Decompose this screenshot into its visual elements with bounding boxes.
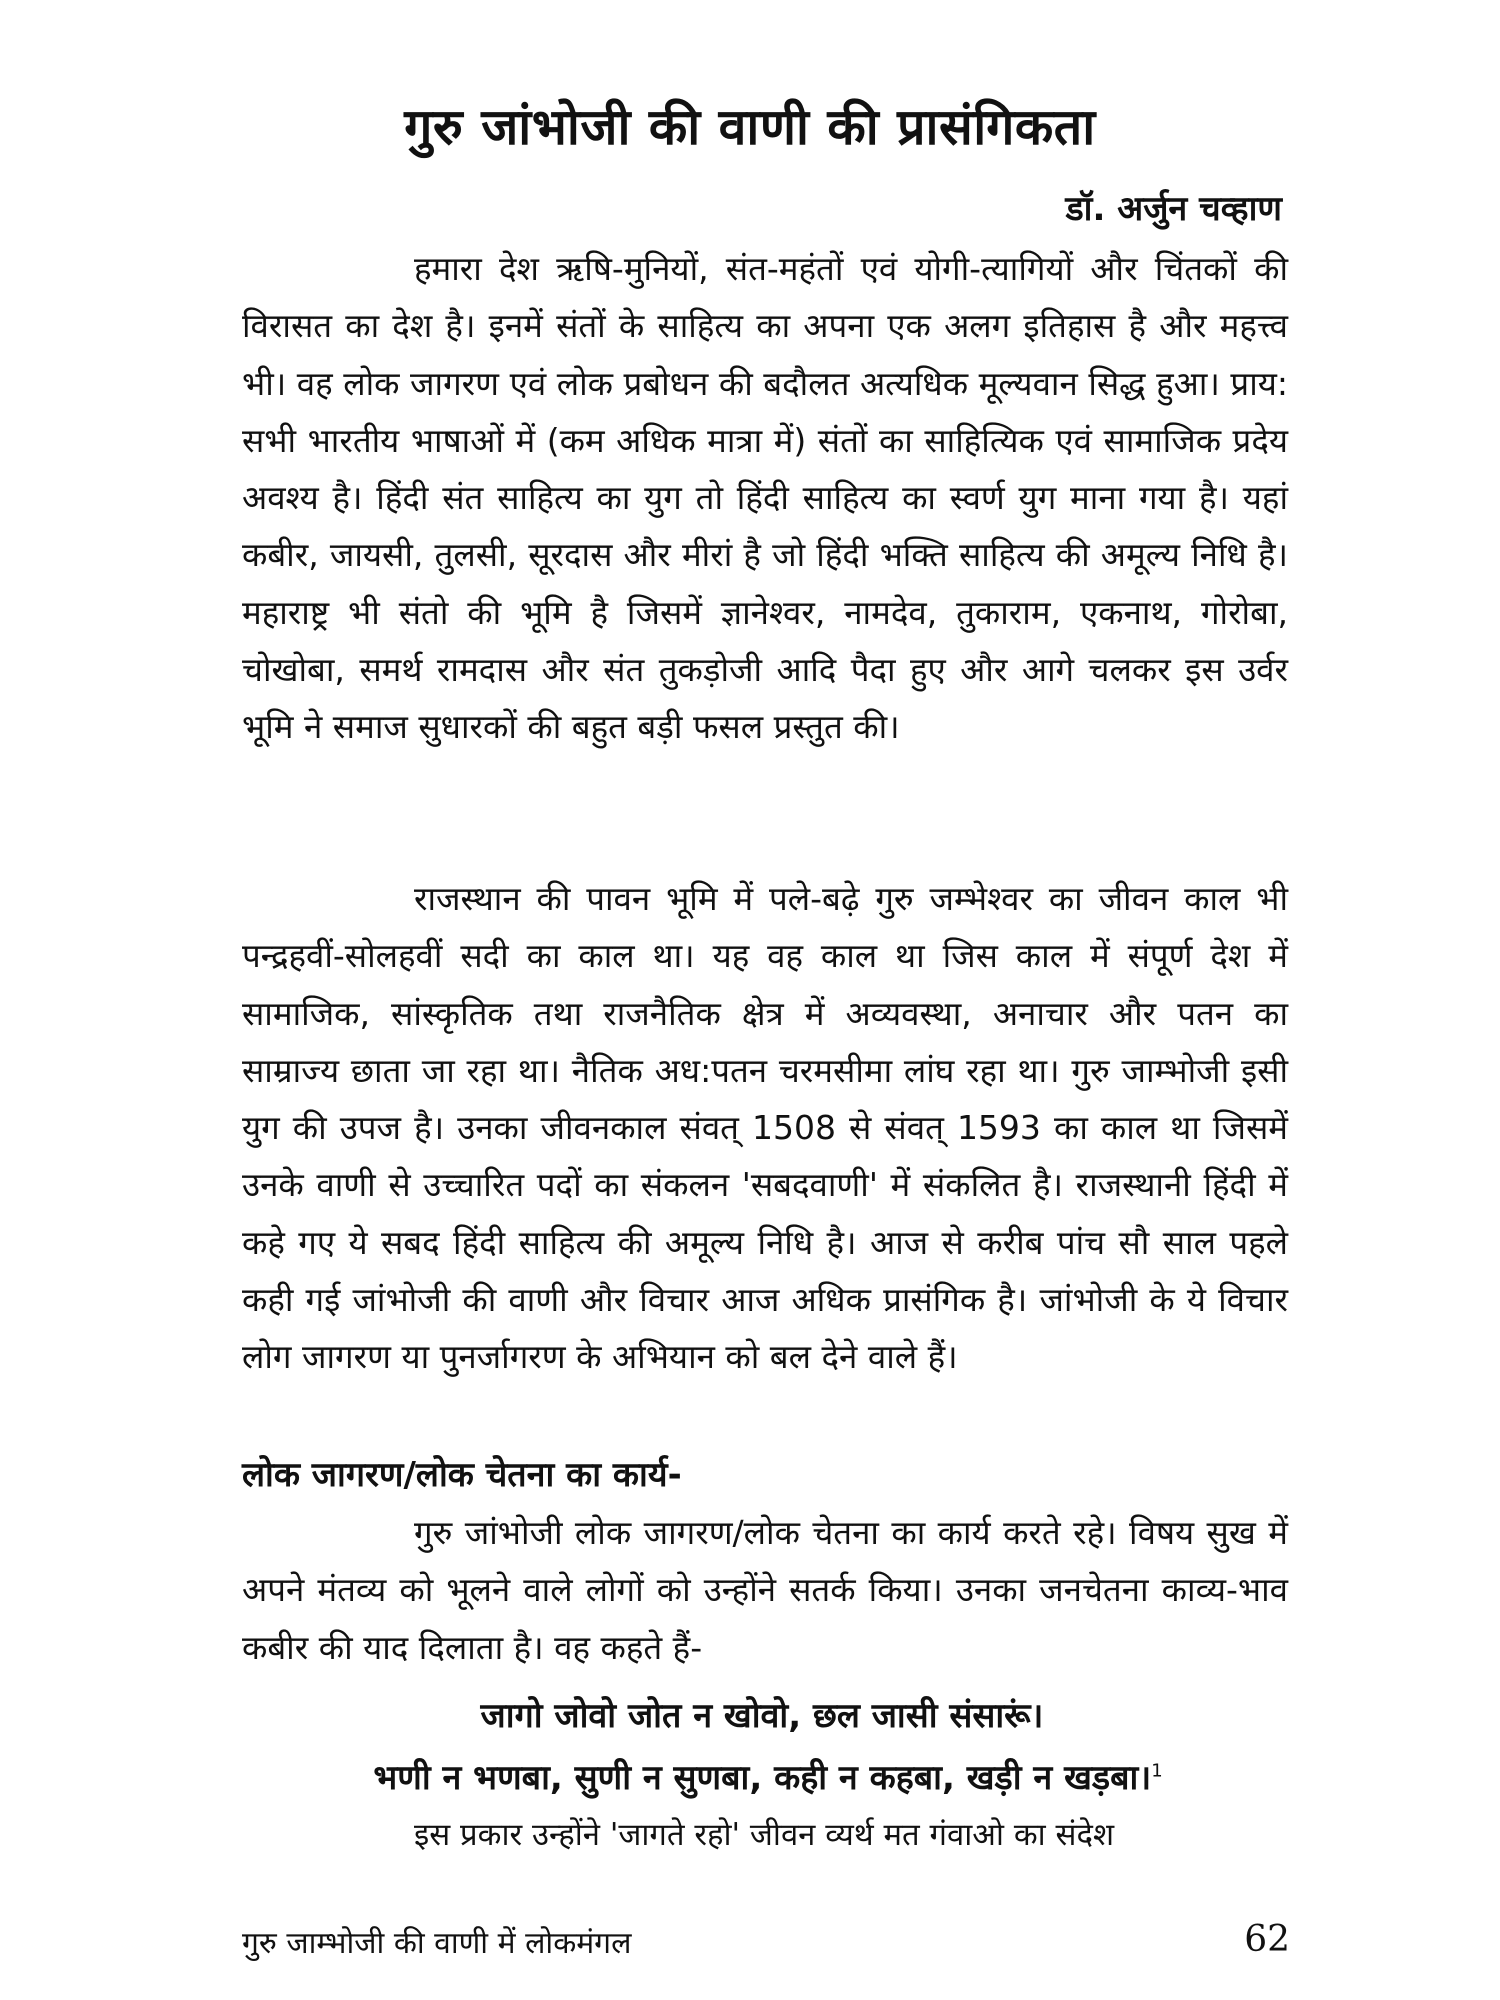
footnote-marker: 1 (1151, 1760, 1163, 1782)
paragraph-2: राजस्थान की पावन भूमि में पले-बढ़े गुरु जम्भेश्वर का जीवन काल भी पन्द्रहवीं-सोलहवीं सदी का काल था। यह वह काल था जिस काल में संपूर्ण देश में सामाजिक, सांस्कृतिक तथा राजनैतिक क्षेत्र में अव्यवस्था, अनाचार और पतन का साम्राज्य छाता जा रहा था। नैतिक अध:पतन चरमसीमा लांघ रहा था। गुरु जाम्भोजी इसी युग की उपज है। उनका जीवनकाल संवत् 1508 से संवत् 1593 का काल था जिसमें उनके वाणी से उच्चारित पदों का संकलन 'सबदवाणी' में संकलित है। राजस्थानी हिंदी में कहे गए ये सबद हिंदी साहित्य की अमूल्य निधि है। आज से करीब पांच सौ साल पहले कही गई जांभोजी की वाणी और विचार आज अधिक प्रासंगिक है। जांभोजी के ये विचार लोग जागरण या पुनर्जागरण के अभियान को बल देने वाले हैं। (242, 879, 1288, 1377)
verse-line-2-text: भणी न भणबा, सुणी न सुणबा, कही न कहबा, खड़ी न खड़बा। (373, 1758, 1152, 1798)
page-number: 62 (1244, 1919, 1290, 1960)
verse-line-1-text: जागो जोवो जोत न खोवो, छल जासी संसारूं। (480, 1696, 1044, 1736)
closing-line: इस प्रकार उन्होंने 'जागते रहो' जीवन व्यर्थ मत गंवाओ का संदेश (414, 1817, 1115, 1853)
verse-line-2 (18, 1748, 1500, 1808)
verse-line-1 (12, 1686, 1500, 1746)
footer-book-title: गुरु जाम्भोजी की वाणी में लोकमंगल (242, 1926, 632, 1961)
paragraph-2-container (242, 870, 1288, 1386)
paragraph-3: गुरु जांभोजी लोक जागरण/लोक चेतना का कार्य करते रहे। विषय सुख में अपने मंतव्य को भूलने वाले लोगों को उन्होंने सतर्क किया। उनका जनचेतना काव्य-भाव कबीर की याद दिलाता है। वह कहते हैं- (242, 1513, 1288, 1667)
author-name: डॉ. अर्जुन चव्हाण (1065, 189, 1282, 229)
paragraph-1-container (242, 240, 1288, 756)
paragraph-1: हमारा देश ऋषि-मुनियों, संत-महंतों एवं योगी-त्यागियों और चिंतकों की विरासत का देश है। इनमें संतों के साहित्य का अपना एक अलग इतिहास है और महत्त्व भी। वह लोक जागरण एवं लोक प्रबोधन की बदौलत अत्यधिक मूल्यवान सिद्ध हुआ। प्राय: सभी भारतीय भाषाओं में (कम अधिक मात्रा में) संतों का साहित्यिक एवं सामाजिक प्रदेय अवश्य है। हिंदी संत साहित्य का युग तो हिंदी साहित्य का स्वर्ण युग माना गया है। यहां कबीर, जायसी, तुलसी, सूरदास और मीरां है जो हिंदी भक्ति साहित्य की अमूल्य निधि है। महाराष्ट्र भी संतो की भूमि है जिसमें ज्ञानेश्वर, नामदेव, तुकाराम, एकनाथ, गोरोबा, चोखोबा, समर्थ रामदास और संत तुकड़ोजी आदि पैदा हुए और आगे चलकर इस उर्वर भूमि ने समाज सुधारकों की बहुत बड़ी फसल प्रस्तुत की। (242, 249, 1288, 747)
page-title: गुरु जांभोजी की वाणी की प्रासंगिकता (404, 97, 1096, 156)
paragraph-3-container (242, 1504, 1288, 1676)
section-heading: लोक जागरण/लोक चेतना का कार्य- (242, 1455, 682, 1495)
